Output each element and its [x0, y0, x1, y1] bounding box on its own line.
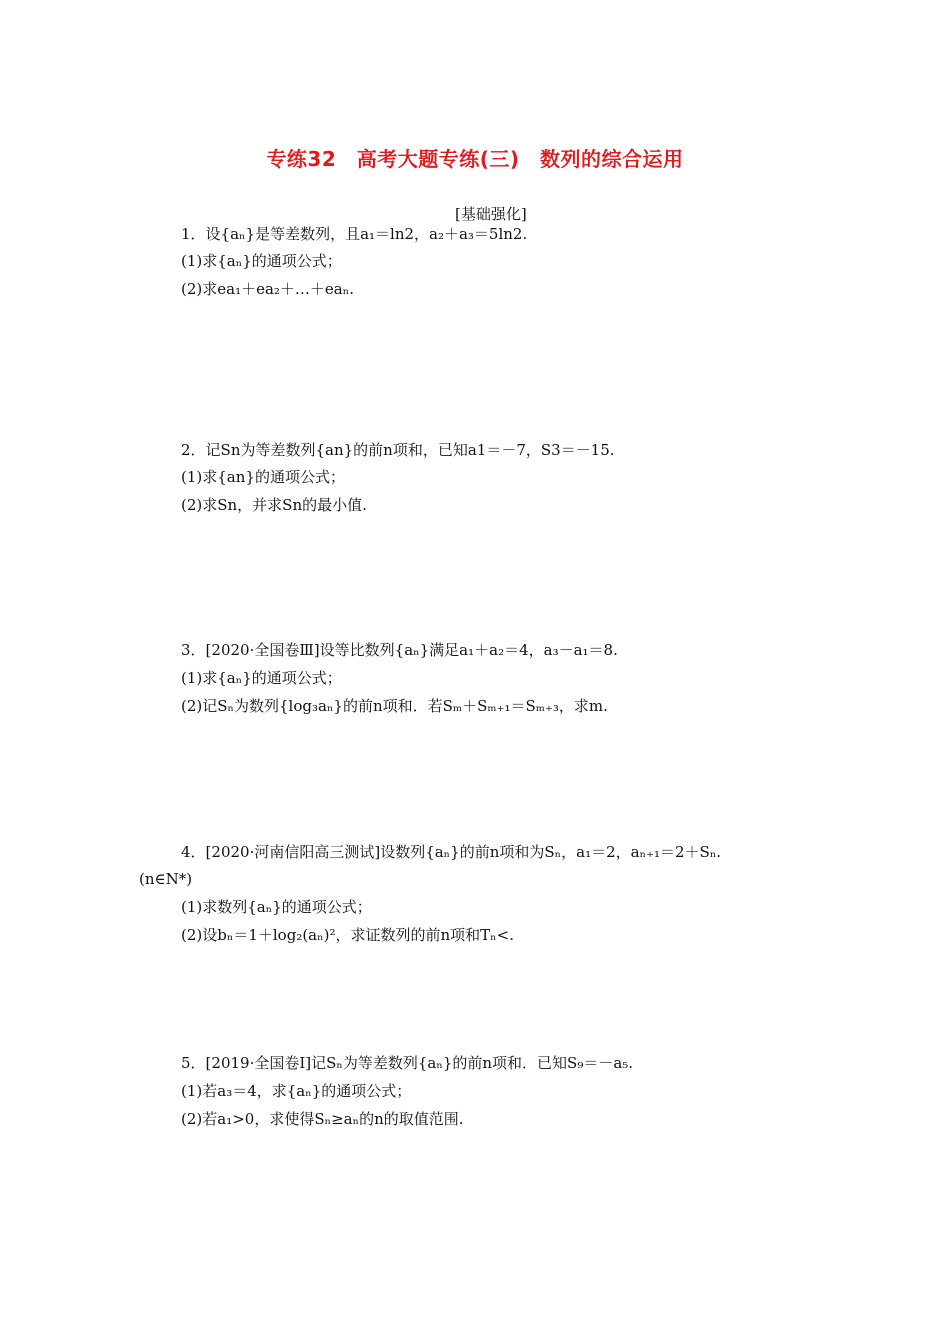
- page-title: 专练32 高考大题专练(三) 数列的综合运用: [266, 147, 684, 171]
- q2-part2: (2)求Sn，并求Sn的最小值.: [181, 496, 367, 514]
- q1-stem: 1．设{aₙ}是等差数列，且a₁＝ln2，a₂＋a₃＝5ln2.: [181, 225, 528, 243]
- q3-part1: (1)求{aₙ}的通项公式；: [181, 669, 342, 687]
- q1-part2: (2)求ea₁＋ea₂＋…＋eaₙ.: [181, 280, 354, 298]
- q1-part1: (1)求{aₙ}的通项公式；: [181, 252, 342, 270]
- q4-part2: (2)设bₙ＝1＋log₂(aₙ)²，求证数列的前n项和Tₙ<.: [181, 926, 514, 944]
- q4-stem-cont: (n∈N*): [139, 870, 193, 888]
- q2-stem: 2．记Sn为等差数列{an}的前n项和，已知a1＝－7，S3＝－15.: [181, 441, 615, 459]
- q5-stem: 5．[2019·全国卷Ⅰ]记Sₙ为等差数列{aₙ}的前n项和．已知S₉＝－a₅.: [181, 1054, 634, 1072]
- q4-stem: 4．[2020·河南信阳高三测试]设数列{aₙ}的前n项和为Sₙ，a₁＝2，aₙ₊₁＝2＋Sₙ.: [181, 843, 722, 861]
- q5-part2: (2)若a₁>0，求使得Sₙ≥aₙ的n的取值范围.: [181, 1110, 464, 1128]
- q4-part1: (1)求数列{aₙ}的通项公式；: [181, 898, 372, 916]
- q3-stem: 3．[2020·全国卷Ⅲ]设等比数列{aₙ}满足a₁＋a₂＝4，a₃－a₁＝8.: [181, 641, 618, 659]
- section-label: [基础强化]: [455, 205, 527, 223]
- q5-part1: (1)若a₃＝4，求{aₙ}的通项公式；: [181, 1082, 412, 1100]
- q3-part2: (2)记Sₙ为数列{log₃aₙ}的前n项和．若Sₘ＋Sₘ₊₁＝Sₘ₊₃，求m.: [181, 697, 608, 715]
- q2-part1: (1)求{an}的通项公式；: [181, 468, 345, 486]
